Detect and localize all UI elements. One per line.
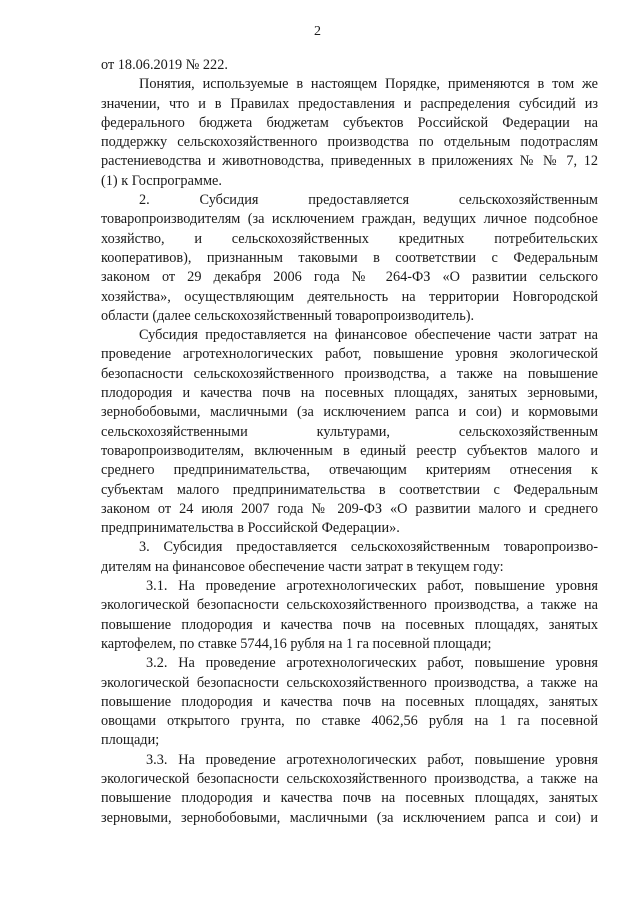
document-body (101, 56, 598, 828)
text-line: экологической безопасности сельскохозяйственного производства, а также на (101, 597, 598, 614)
text-line: товаропроизводителям, включенным в единый реестр субъектов малого и (101, 442, 598, 459)
text-line: Понятия, используемые в настоящем Порядке, применяются в том же (139, 76, 598, 93)
text-line: (1) к Госпрограмме. (101, 172, 222, 189)
text-line: овощами открытого грунта, по ставке 4062,56 рубля на 1 га посевной (101, 713, 598, 730)
paragraph (101, 577, 598, 654)
text-line: товаропроизводителям (за исключением граждан, ведущих личное подсобное (101, 211, 598, 228)
text-line: 3. Субсидия предоставляется сельскохозяйственным товаропроизво- (139, 539, 598, 556)
text-line: 3.1. На проведение агротехнологических работ, повышение уровня (146, 578, 598, 595)
paragraph (101, 751, 598, 828)
text-line: картофелем, по ставке 5744,16 рубля на 1 га посевной площади; (101, 635, 492, 652)
text-line: проведение агротехнологических работ, повышение уровня экологической (101, 346, 598, 363)
text-line: области (далее сельскохозяйственный товаропроизводитель). (101, 307, 475, 324)
text-line: повышение плодородия и качества почв на посевных площадях, занятых (101, 790, 598, 807)
text-line: хозяйства», осуществляющим деятельность на территории Новгородской (101, 288, 598, 305)
text-line: 2. Субсидия предоставляется сельскохозяйственным (139, 192, 598, 209)
text-line: растениеводства и животноводства, приведенных в приложениях № № 7, 12 (101, 153, 598, 170)
text-line: зернобобовыми, масличными (за исключением рапса и сои) и кормовыми (101, 404, 598, 421)
text-line: значении, что и в Правилах предоставления и распределения субсидий из (101, 95, 598, 112)
text-line: повышение плодородия и качества почв на посевных площадях, занятых (101, 616, 598, 633)
text-line: 3.2. На проведение агротехнологических работ, повышение уровня (146, 655, 598, 672)
text-line: хозяйство, и сельскохозяйственных кредитных потребительских (101, 230, 598, 247)
text-line: дителям на финансовое обеспечение части затрат в текущем году: (101, 558, 504, 575)
text-line: зерновыми, зернобобовыми, масличными (за исключением рапса и сои) и (101, 809, 598, 826)
text-line: кооперативов), признанным таковыми в соответствии с Федеральным (101, 249, 598, 266)
page-number: 2 (314, 24, 321, 39)
text-line: сельскохозяйственными культурами, сельскохозяйственным (101, 423, 598, 440)
paragraph (101, 538, 598, 577)
text-line: повышение плодородия и качества почв на посевных площадях, занятых (101, 693, 598, 710)
text-line: безопасности сельскохозяйственного производства, а также на повышение (101, 365, 598, 382)
text-line: Субсидия предоставляется на финансовое обеспечение части затрат на (139, 327, 598, 344)
text-line: плодородия и качества почв на посевных площадях, занятых зерновыми, (101, 385, 598, 402)
text-line: площади; (101, 732, 160, 749)
text-line: среднего предпринимательства, отвечающим критериям отнесения к (101, 462, 598, 479)
paragraph (101, 654, 598, 750)
paragraph (101, 56, 598, 75)
text-line: экологической безопасности сельскохозяйственного производства, а также на (101, 674, 598, 691)
text-line: законом от 29 декабря 2006 года № 264-ФЗ «О развитии сельского (101, 269, 598, 286)
text-line: от 18.06.2019 № 222. (101, 57, 228, 73)
paragraph (101, 191, 598, 326)
text-line: поддержку сельскохозяйственного производства по отдельным подотраслям (101, 134, 598, 151)
text-line: 3.3. На проведение агротехнологических работ, повышение уровня (146, 751, 598, 768)
text-line: законом от 24 июля 2007 года № 209-ФЗ «О развитии малого и среднего (101, 500, 598, 517)
text-line: предпринимательства в Российской Федерации». (101, 520, 400, 537)
text-line: экологической безопасности сельскохозяйственного производства, а также на (101, 770, 598, 787)
text-line: субъектам малого предпринимательства в соответствии с Федеральным (101, 481, 598, 498)
paragraph (101, 326, 598, 538)
text-line: федерального бюджета бюджетам субъектов Российской Федерации на (101, 114, 598, 131)
paragraph (101, 75, 598, 191)
